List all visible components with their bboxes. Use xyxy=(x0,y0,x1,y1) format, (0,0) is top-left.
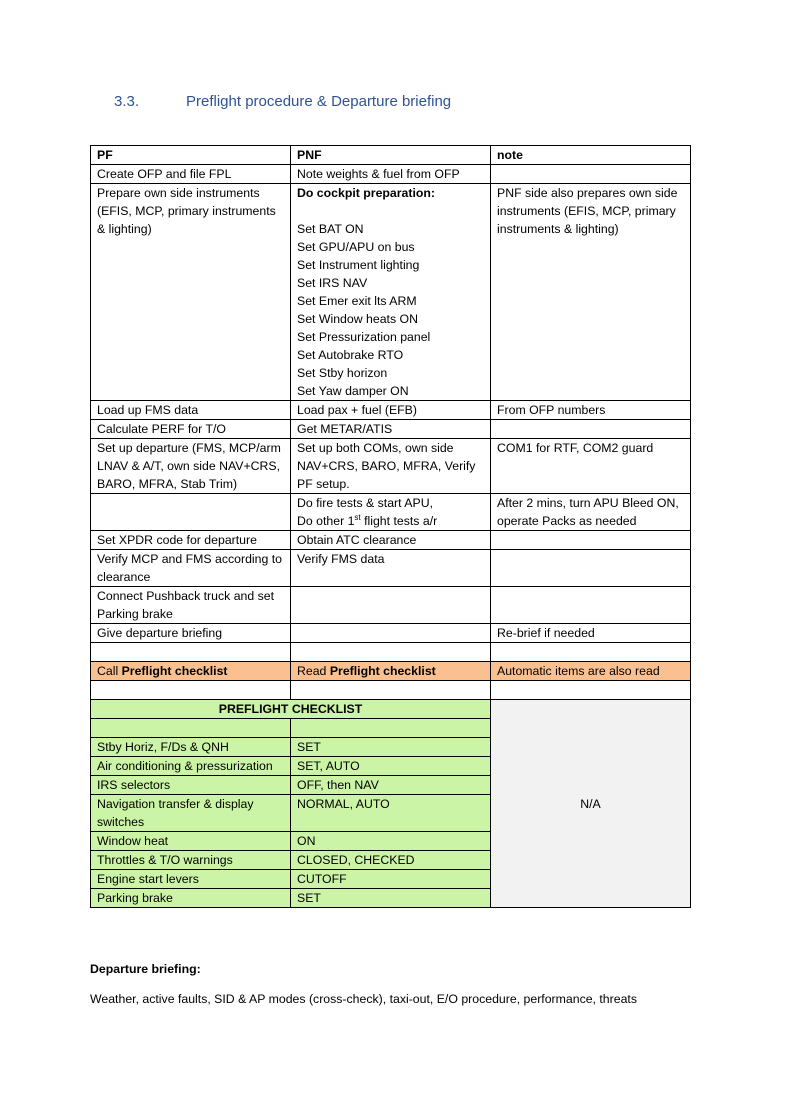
checklist-item: Navigation transfer & display switches xyxy=(91,795,291,832)
empty-cell xyxy=(491,643,691,662)
cell-pf: Connect Pushback truck and set Parking brake xyxy=(91,587,291,624)
flight-tests-text-a: Do other 1 xyxy=(297,514,355,528)
cell-pf: Set XPDR code for departure xyxy=(91,531,291,550)
cell-pnf: Obtain ATC clearance xyxy=(291,531,491,550)
list-item: Set BAT ON xyxy=(297,222,364,236)
cell-note xyxy=(491,165,691,184)
list-item: Set Instrument lighting xyxy=(297,258,420,272)
fire-tests-line: Do fire tests & start APU, xyxy=(297,496,433,510)
cell-pf: Create OFP and file FPL xyxy=(91,165,291,184)
checklist-value: SET xyxy=(291,738,491,757)
list-item: Set Window heats ON xyxy=(297,312,418,326)
empty-cell xyxy=(291,681,491,700)
table-row xyxy=(91,624,691,643)
cell-note: PNF side also prepares own side instruments (EFIS, MCP, primary instruments & lighting) xyxy=(491,184,691,401)
cell-pf: Calculate PERF for T/O xyxy=(91,420,291,439)
table-row xyxy=(91,165,691,184)
read-prefix: Read xyxy=(297,664,330,678)
call-preflight-checklist xyxy=(91,662,291,681)
checklist-item: Engine start levers xyxy=(91,870,291,889)
preflight-procedure-table xyxy=(90,145,691,908)
list-item: Set Autobrake RTO xyxy=(297,348,404,362)
cell-note xyxy=(491,587,691,624)
empty-row xyxy=(91,643,691,662)
checklist-item: IRS selectors xyxy=(91,776,291,795)
table-header-row xyxy=(91,146,691,165)
empty-cell xyxy=(91,681,291,700)
list-item: Set GPU/APU on bus xyxy=(297,240,415,254)
call-checklist-row xyxy=(91,662,691,681)
checklist-item: Air conditioning & pressurization xyxy=(91,757,291,776)
cell-note: From OFP numbers xyxy=(491,401,691,420)
cell-pnf xyxy=(291,494,491,531)
checklist-item: Stby Horiz, F/Ds & QNH xyxy=(91,738,291,757)
empty-cell xyxy=(491,681,691,700)
flight-tests-text-b: flight tests a/r xyxy=(360,514,438,528)
departure-briefing-title: Departure briefing: xyxy=(90,962,201,976)
table-row xyxy=(91,531,691,550)
list-item: Set Emer exit lts ARM xyxy=(297,294,417,308)
cell-pnf: Get METAR/ATIS xyxy=(291,420,491,439)
checklist-title-row xyxy=(91,700,691,719)
cell-pnf-cockpit-prep xyxy=(291,184,491,401)
empty-cell xyxy=(91,643,291,662)
table-row xyxy=(91,401,691,420)
cell-pf: Give departure briefing xyxy=(91,624,291,643)
checklist-value: OFF, then NAV xyxy=(291,776,491,795)
checklist-value: SET, AUTO xyxy=(291,757,491,776)
empty-cell xyxy=(91,719,291,738)
cell-note: COM1 for RTF, COM2 guard xyxy=(491,439,691,494)
cell-note xyxy=(491,420,691,439)
section-title: Preflight procedure & Departure briefing xyxy=(186,93,452,110)
read-preflight-checklist xyxy=(291,662,491,681)
empty-row xyxy=(91,681,691,700)
call-prefix: Call xyxy=(97,664,122,678)
list-item: Set Yaw damper ON xyxy=(297,384,409,398)
table-row xyxy=(91,439,691,494)
cell-pnf xyxy=(291,624,491,643)
cell-note: Re-brief if needed xyxy=(491,624,691,643)
checklist-title: PREFLIGHT CHECKLIST xyxy=(91,700,491,719)
checklist-value: ON xyxy=(291,832,491,851)
cell-note xyxy=(491,550,691,587)
header-pf: PF xyxy=(91,146,291,165)
cell-pnf xyxy=(291,587,491,624)
cell-pf: Verify MCP and FMS according to clearance xyxy=(91,550,291,587)
ordinal-suffix: st xyxy=(354,512,361,522)
checklist-value: CUTOFF xyxy=(291,870,491,889)
checklist-value: NORMAL, AUTO xyxy=(291,795,491,832)
cell-pnf: Load pax + fuel (EFB) xyxy=(291,401,491,420)
checklist-value: SET xyxy=(291,889,491,908)
header-pnf: PNF xyxy=(291,146,491,165)
checklist-value: CLOSED, CHECKED xyxy=(291,851,491,870)
table-row xyxy=(91,494,691,531)
section-heading xyxy=(114,93,451,110)
cockpit-prep-title: Do cockpit preparation: xyxy=(297,186,436,200)
empty-cell xyxy=(291,643,491,662)
call-checklist-name: Preflight checklist xyxy=(121,664,228,678)
checklist-item: Window heat xyxy=(91,832,291,851)
table-row xyxy=(91,184,691,401)
flight-tests-line xyxy=(297,512,484,530)
checklist-item: Throttles & T/O warnings xyxy=(91,851,291,870)
cell-pf: Load up FMS data xyxy=(91,401,291,420)
departure-briefing-text: Weather, active faults, SID & AP modes (cross-check), taxi-out, E/O procedure, performance, threats xyxy=(90,992,637,1006)
table-row xyxy=(91,587,691,624)
cell-note: After 2 mins, turn APU Bleed ON, operate Packs as needed xyxy=(491,494,691,531)
cell-pnf: Set up both COMs, own side NAV+CRS, BARO, MFRA, Verify PF setup. xyxy=(291,439,491,494)
cell-pf xyxy=(91,494,291,531)
read-checklist-name: Preflight checklist xyxy=(329,664,436,678)
call-note: Automatic items are also read xyxy=(491,662,691,681)
cell-pf: Prepare own side instruments (EFIS, MCP, primary instruments & lighting) xyxy=(91,184,291,401)
checklist-item: Parking brake xyxy=(91,889,291,908)
section-number: 3.3. xyxy=(114,93,140,110)
empty-cell xyxy=(291,719,491,738)
header-note: note xyxy=(491,146,691,165)
list-item: Set IRS NAV xyxy=(297,276,368,290)
cell-pnf: Verify FMS data xyxy=(291,550,491,587)
cell-pnf: Note weights & fuel from OFP xyxy=(291,165,491,184)
table-row xyxy=(91,550,691,587)
list-item: Set Pressurization panel xyxy=(297,330,431,344)
table-row xyxy=(91,420,691,439)
checklist-note-na: N/A xyxy=(491,700,691,908)
cell-pf: Set up departure (FMS, MCP/arm LNAV & A/T, own side NAV+CRS, BARO, MFRA, Stab Trim) xyxy=(91,439,291,494)
list-item: Set Stby horizon xyxy=(297,366,388,380)
cell-note xyxy=(491,531,691,550)
